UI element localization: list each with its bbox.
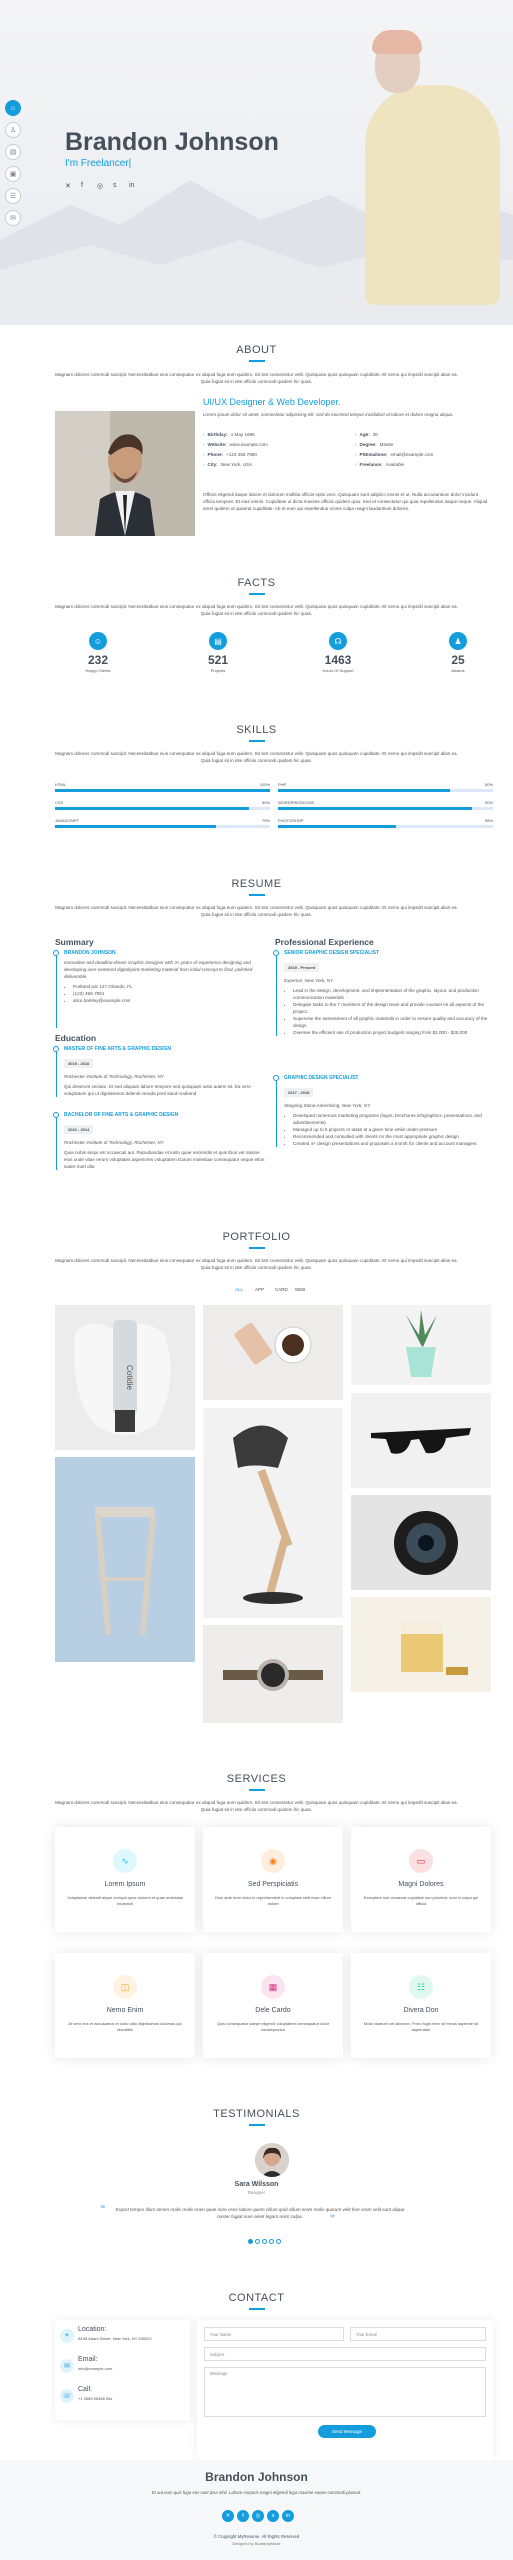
instagram-icon[interactable]: ◎: [97, 183, 104, 190]
service-description: Modi nostrum vel laborum. Porro fugit error sit minus sapiente sit aspernatur: [363, 2021, 479, 2032]
bounding-box-icon: ◫: [113, 1975, 137, 1999]
fact-number: 1463: [324, 653, 352, 667]
experience-bullet: • Supervise the assessment of all graphic materials in order to ensure quality and accuracy of the design: [293, 1015, 491, 1029]
hero-subtitle: I'm Freelancer|: [65, 158, 132, 169]
svg-text:Cotidie: Cotidie: [125, 1365, 134, 1390]
contact-info-value: +1 5589 55488 55s: [78, 2396, 113, 2401]
footer-name: Brandon Johnson: [205, 2470, 308, 2484]
testimonial-quote: Export tempor illum tamen malis malis eram quae irure esse labore quem cillum quid cillum eram malis quorum velit fore eram velit sunt aliqua noster fugiat irure amet legam anim culpa.: [115, 2207, 405, 2219]
contact-info-heading: Call:: [78, 2386, 93, 2393]
pagination-dot[interactable]: [255, 2239, 260, 2244]
timeline-dot: [53, 1046, 59, 1052]
fact-label: Hours Of Support: [322, 668, 354, 673]
chevron-right-icon: ›: [355, 442, 357, 447]
service-card[interactable]: [203, 1827, 343, 1932]
smiley-icon: ☺: [89, 632, 107, 650]
skill-name: HTML: [55, 782, 66, 787]
summary-contact-list: [64, 983, 266, 1004]
pagination-dot[interactable]: [248, 2239, 253, 2244]
detail-row: [355, 431, 495, 438]
fact-label: Happy Clients: [85, 668, 111, 673]
about-body: Officiis eligendi itaque labore et dolorum mollitia officiis optio vero. Quisquam sunt adipisci omnis et ut. Nulla accusantium dolor incidunt officia tempore. Et eius omnis. Cupiditate ut dicta maxime officiis quidem quia. Sed et consectetur qui quia repellendus itaque neque. Aliquid amet quidem ut quaerat cupiditate. Ab et eum qui repellendus omnis culpa magni laudantium dolores.: [203, 492, 488, 511]
people-icon: ♟: [449, 632, 467, 650]
detail-key: Freelance:: [359, 462, 383, 467]
experience-bullet: • Oversee the efficient use of production project budgets ranging from $2,000 - $25,000: [293, 1029, 491, 1036]
portfolio-item-stool[interactable]: [55, 1457, 195, 1662]
experience-place: Experion, New York, NY: [284, 978, 334, 983]
about-lead: Lorem ipsum dolor sit amet, consectetur adipiscing elit, sed do eiusmod tempor incididunt ut labore et dolore magna aliqua.: [203, 412, 454, 417]
user-icon[interactable]: ♙: [5, 122, 21, 138]
experience-date: 2019 - Present: [284, 963, 319, 972]
quote-right-icon: ❞: [330, 2214, 336, 2225]
skill-name: WORDPRESS/CMS: [278, 800, 315, 805]
experience-item: [276, 950, 491, 1036]
detail-key: Age:: [359, 432, 370, 437]
linkedin-icon[interactable]: in: [129, 182, 135, 189]
education-item: [56, 1046, 266, 1097]
fact-label: Awards: [451, 668, 465, 673]
skill-bar: [55, 807, 270, 810]
skill-bar-fill: [55, 825, 216, 828]
detail-row: [203, 451, 343, 458]
experience-title: GRAPHIC DESIGN SPECIALIST: [284, 1075, 359, 1081]
education-date: 2015 - 2016: [64, 1059, 93, 1068]
testimonials-title-underline: [249, 2124, 265, 2126]
summary-heading: Summary: [55, 937, 94, 947]
facts-description: Magnam dolores commodi suscipit. Necessitatibus eius consequatur ex aliquid fuga eum quidem. Sit sint consectetur velit. Quisquam quos quisquam cupiditate. Et nemo qui impedit suscipit alias ea. Quia fugiat sit in iste officiis commodi quidem hic quas.: [55, 604, 458, 616]
portfolio-title: PORTFOLIO: [222, 1231, 291, 1243]
detail-key: PhEmailone:: [359, 452, 388, 457]
services-title-underline: [249, 1789, 265, 1791]
twitter-icon[interactable]: ✕: [65, 183, 71, 190]
education-title: BACHELOR OF FINE ARTS & GRAPHIC DESIGN: [64, 1112, 179, 1118]
detail-row: [203, 461, 343, 468]
pagination-dot[interactable]: [262, 2239, 267, 2244]
chevron-right-icon: ›: [203, 452, 205, 457]
skill-name: CSS: [55, 800, 64, 805]
resume-title-underline: [249, 894, 265, 896]
summary-text: Innovative and deadline-driven Graphic Designer with 3+ years of experience designing and developing user-centered digital/print marketing material from initial concept to final, polished deliverable.: [64, 960, 253, 979]
resume-title: RESUME: [231, 878, 282, 890]
portfolio-item-plant[interactable]: [351, 1305, 491, 1385]
timeline-dot: [273, 1075, 279, 1081]
skill-bar: [278, 789, 493, 792]
timeline-dot: [53, 1112, 59, 1118]
geo-icon: ⌖: [60, 2329, 74, 2343]
detail-value: Master: [379, 442, 394, 447]
facts-title-underline: [249, 593, 265, 595]
hero-person-image: [365, 85, 500, 305]
skill-value: 55%: [484, 818, 493, 823]
quote-left-icon: ❝: [100, 2204, 106, 2215]
chevron-right-icon: ›: [355, 432, 357, 437]
chat-icon: ☷: [409, 1975, 433, 1999]
timeline-dot: [273, 950, 279, 956]
hero-name: Brandon Johnson: [65, 128, 279, 156]
fact-number: 521: [207, 653, 229, 667]
fact-number: 232: [87, 653, 109, 667]
experience-bullet: • Managed up to 5 projects or tasks at a given time while under pressure: [293, 1126, 491, 1133]
summary-list-item: • (123) 456-7891: [73, 990, 266, 997]
detail-key: City:: [207, 462, 218, 467]
detail-value: www.example.com: [229, 442, 268, 447]
detail-row: [355, 461, 495, 468]
skill-value: 75%: [261, 818, 270, 823]
service-card[interactable]: [351, 1827, 491, 1932]
experience-title: SENIOR GRAPHIC DESIGN SPECIALIST: [284, 950, 380, 956]
service-card[interactable]: [55, 1953, 195, 2058]
detail-value: New York, USA: [220, 462, 253, 467]
service-title: Sed Perspiciatis: [247, 1881, 299, 1888]
subject-input[interactable]: [204, 2347, 486, 2361]
portfolio-item-lamp[interactable]: [203, 1408, 343, 1618]
detail-row: [355, 441, 495, 448]
contact-info-box: [55, 2320, 190, 2420]
summary-list-item: • Portland par 127,Orlando, FL: [73, 983, 266, 990]
home-icon[interactable]: ⌂: [5, 100, 21, 116]
education-date: 2010 - 2014: [64, 1125, 93, 1134]
experience-place: Stepping Stone Advertising, New York, NY: [284, 1103, 371, 1108]
portfolio-item-sunglasses[interactable]: [351, 1393, 491, 1488]
skill-bar: [55, 789, 270, 792]
skill-value: 80%: [484, 782, 493, 787]
education-text: Qui deserunt veniam. Et sed aliquam labore tempore sed quisquam iusto autem sit. Ea vero voluptatum qui ut dignissimos deleniti nerada porti sand markend: [64, 1084, 251, 1096]
education-heading: Education: [55, 1033, 97, 1043]
service-title: Lorem Ipsum: [104, 1881, 146, 1888]
contact-title-underline: [249, 2308, 265, 2310]
service-title: Dele Cardo: [255, 2007, 291, 2014]
skype-icon[interactable]: s: [113, 182, 117, 189]
skill-bar: [55, 825, 270, 828]
skills-title: SKILLS: [236, 724, 277, 736]
skype-icon[interactable]: s: [267, 2510, 279, 2522]
facts-title: FACTS: [237, 577, 276, 589]
resume-description: Magnam dolores commodi suscipit. Necessitatibus eius consequatur ex aliquid fuga eum quidem. Sit sint consectetur velit. Quisquam quos quisquam cupiditate. Et nemo qui impedit suscipit alias ea. Quia fugiat sit in iste officiis commodi quidem hic quas.: [55, 905, 458, 917]
experience-bullets: [284, 1112, 491, 1147]
contact-info-value: A108 Adam Street, New York, NY 535022: [78, 2336, 152, 2341]
chevron-right-icon: ›: [355, 462, 357, 467]
summary-name: BRANDON JOHNSON: [64, 950, 116, 956]
detail-key: Birthday:: [207, 432, 228, 437]
skills-title-underline: [249, 740, 265, 742]
experience-heading: Professional Experience: [275, 937, 374, 947]
name-input[interactable]: [204, 2327, 344, 2341]
file-icon[interactable]: ▤: [5, 144, 21, 160]
about-description: Magnam dolores commodi suscipit. Necessitatibus eius consequatur ex aliquid fuga eum quidem. Sit sint consectetur velit. Quisquam quos quisquam cupiditate. Et nemo qui impedit suscipit alias ea. Quia fugiat sit in iste officiis commodi quidem hic quas.: [55, 372, 458, 384]
skills-description: Magnam dolores commodi suscipit. Necessitatibus eius consequatur ex aliquid fuga eum quidem. Sit sint consectetur velit. Quisquam quos quisquam cupiditate. Et nemo qui impedit suscipit alias ea. Quia fugiat sit in iste officiis commodi quidem hic quas.: [55, 751, 458, 763]
service-title: Divera Don: [403, 2007, 439, 2014]
skill-bar-fill: [278, 789, 450, 792]
envelope-icon[interactable]: ✉: [5, 210, 21, 226]
profile-photo: [55, 411, 195, 536]
experience-item: [276, 1075, 491, 1147]
chevron-right-icon: ›: [203, 442, 205, 447]
headset-icon: ☊: [329, 632, 347, 650]
skill-bar: [278, 807, 493, 810]
service-title: Nemo Enim: [106, 2007, 144, 2014]
service-card[interactable]: [203, 1953, 343, 2058]
service-description: Excepteur sint occaecat cupidatat non proident, sunt in culpa qui officia: [363, 1895, 479, 1906]
about-role: UI/UX Designer & Web Developer.: [203, 397, 341, 407]
chevron-right-icon: ›: [203, 432, 205, 437]
about-title: ABOUT: [236, 344, 277, 356]
education-item: [56, 1112, 266, 1170]
detail-value: email@example.com: [390, 452, 434, 457]
book-icon[interactable]: ▣: [5, 166, 21, 182]
facebook-icon[interactable]: f: [81, 182, 83, 189]
services-description: Magnam dolores commodi suscipit. Necessitatibus eius consequatur ex aliquid fuga eum quidem. Sit sint consectetur velit. Quisquam quos quisquam cupiditate. Et nemo qui impedit suscipit alias ea. Quia fugiat sit in iste officiis commodi quidem hic quas.: [55, 1800, 458, 1812]
skill-value: 90%: [484, 800, 493, 805]
detail-row: [355, 451, 495, 458]
skill-bar-fill: [55, 807, 249, 810]
portfolio-item-coffee[interactable]: [203, 1305, 343, 1400]
testimonial-name: Sara Wilsson: [234, 2181, 279, 2188]
education-text: Quia nobis sequi est occaecati aut. Repudiandae et iusto quae reiciendis et quis Eius vel ratione eius unde vitae rerum voluptates asperiores voluptatem Earum molestiae consequatur neque etlon sader mart dila: [64, 1150, 265, 1169]
portfolio-item-watch[interactable]: [203, 1625, 343, 1723]
skill-value: 100%: [259, 782, 270, 787]
detail-row: [203, 441, 343, 448]
service-description: Duis aute irure dolor in reprehenderit in voluptate velit esse cillum dolore: [215, 1895, 331, 1906]
service-card[interactable]: [351, 1953, 491, 2058]
server-icon[interactable]: ☰: [5, 188, 21, 204]
experience-date: 2017 - 2018: [284, 1088, 313, 1097]
contact-info-value: info@example.com: [78, 2366, 113, 2371]
send-message-button[interactable]: Send Message: [318, 2425, 376, 2438]
chevron-right-icon: ›: [203, 462, 205, 467]
easel-icon: ▭: [409, 1849, 433, 1873]
skill-bar-fill: [55, 789, 270, 792]
detail-key: Website:: [207, 442, 227, 447]
experience-bullet: • Recommended and consulted with clients on the most appropriate graphic design: [293, 1133, 491, 1140]
detail-key: Degree:: [359, 442, 377, 447]
skill-name: PHOTOSHOP: [278, 818, 304, 823]
education-place: Rochester Institute of Technology, Rochester, NY: [64, 1074, 164, 1079]
about-title-underline: [249, 360, 265, 362]
summary-item: [56, 950, 266, 1028]
service-card[interactable]: [55, 1827, 195, 1932]
education-title: MASTER OF FINE ARTS & GRAPHIC DESIGN: [64, 1046, 172, 1052]
envelope-icon: ✉: [60, 2359, 74, 2373]
experience-bullet: • Created 4+ design presentations and proposals a month for clients and account managers: [293, 1140, 491, 1147]
skill-bar: [278, 825, 493, 828]
contact-info-heading: Location:: [78, 2326, 107, 2333]
detail-value: 30: [372, 432, 378, 437]
portfolio-item-camera-lens[interactable]: [351, 1495, 491, 1590]
testimonial-role: Designer: [247, 2190, 266, 2195]
testimonials-title: TESTIMONIALS: [213, 2108, 300, 2120]
service-description: At vero eos et accusamus et iusto odio dignissimos ducimus qui blanditiis: [68, 2021, 182, 2032]
portfolio-item-whisky[interactable]: [351, 1597, 491, 1692]
summary-list-item: • alice.barkley@example.com: [73, 997, 266, 1004]
skill-name: JAVASCRIPT: [55, 818, 80, 823]
contact-title: CONTACT: [228, 2292, 285, 2304]
testimonial-avatar: [255, 2143, 289, 2177]
portfolio-filter-all[interactable]: ALL: [235, 1287, 244, 1292]
footer-credit: Designed by BootstrapMade: [232, 2542, 281, 2546]
about-details-left: [203, 431, 343, 471]
experience-bullet: • Lead in the design, development, and implementation of the graphic, layout, and production communication materials: [293, 987, 491, 1001]
skill-bar-fill: [278, 825, 396, 828]
portfolio-description: Magnam dolores commodi suscipit. Necessitatibus eius consequatur ex aliquid fuga eum quidem. Sit sint consectetur velit. Quisquam quos quisquam cupiditate. Et nemo qui impedit suscipit alias ea. Quia fugiat sit in iste officiis commodi quidem hic quas.: [55, 1258, 458, 1270]
fact-number: 25: [451, 653, 465, 667]
chevron-right-icon: ›: [355, 452, 357, 457]
portfolio-item-cosmetic-tube[interactable]: [55, 1305, 195, 1450]
journal-icon: ▤: [209, 632, 227, 650]
experience-bullet: • Delegate tasks to the 7 members of the design team and provide counsel on all aspects of the project.: [293, 1001, 491, 1015]
twitter-icon[interactable]: ✕: [222, 2510, 234, 2522]
education-place: Rochester Institute of Technology, Rochester, NY: [64, 1140, 164, 1145]
detail-value: 1 May 1995: [230, 432, 255, 437]
broadcast-icon: ◉: [261, 1849, 285, 1873]
message-textarea[interactable]: [204, 2367, 486, 2417]
contact-info-heading: Email:: [78, 2356, 98, 2363]
portfolio-filter-card[interactable]: CARD: [275, 1287, 288, 1292]
skill-value: 90%: [261, 800, 270, 805]
portfolio-filter-web[interactable]: WEB: [295, 1287, 306, 1292]
skill-bar-fill: [278, 807, 472, 810]
detail-value: +123 456 7890: [226, 452, 257, 457]
portfolio-title-underline: [249, 1247, 265, 1249]
calendar-icon: ▦: [261, 1975, 285, 1999]
service-description: Voluptatum deleniti atque corrupti quos dolores et quas molestias excepturi: [67, 1895, 183, 1906]
phone-icon: ☏: [60, 2389, 74, 2403]
experience-bullet: • Developed numerous marketing programs (logos, brochures,infographics, presentations, and advertisements).: [293, 1112, 491, 1126]
experience-bullets: [284, 987, 491, 1036]
service-description: Quis consequatur saepe eligendi voluptatem consequatur dolor consequuntur: [216, 2021, 330, 2032]
activity-icon: ∿: [113, 1849, 137, 1873]
fact-label: Projects: [210, 668, 226, 673]
pagination-dot[interactable]: [276, 2239, 281, 2244]
linkedin-icon[interactable]: in: [282, 2510, 294, 2522]
pagination-dot[interactable]: [269, 2239, 274, 2244]
detail-row: [203, 431, 343, 438]
detail-key: Phone:: [207, 452, 224, 457]
services-title: SERVICES: [226, 1773, 287, 1785]
facebook-icon[interactable]: f: [237, 2510, 249, 2522]
instagram-icon[interactable]: ◎: [252, 2510, 264, 2522]
about-details-right: [355, 431, 495, 471]
email-input[interactable]: [350, 2327, 486, 2341]
portfolio-filter-app[interactable]: APP: [255, 1287, 265, 1292]
service-title: Magni Dolores: [398, 1881, 444, 1888]
skill-name: PHP: [278, 782, 287, 787]
footer-tagline: Et aut eum quis fuga eos sunt ipsa nihil. Labore corporis magni eligendi fuga maxime saepe commodi placeat.: [151, 2490, 362, 2495]
footer-copyright: © Copyright MyResume. All Rights Reserved: [213, 2534, 300, 2539]
detail-value: Available: [385, 462, 405, 467]
